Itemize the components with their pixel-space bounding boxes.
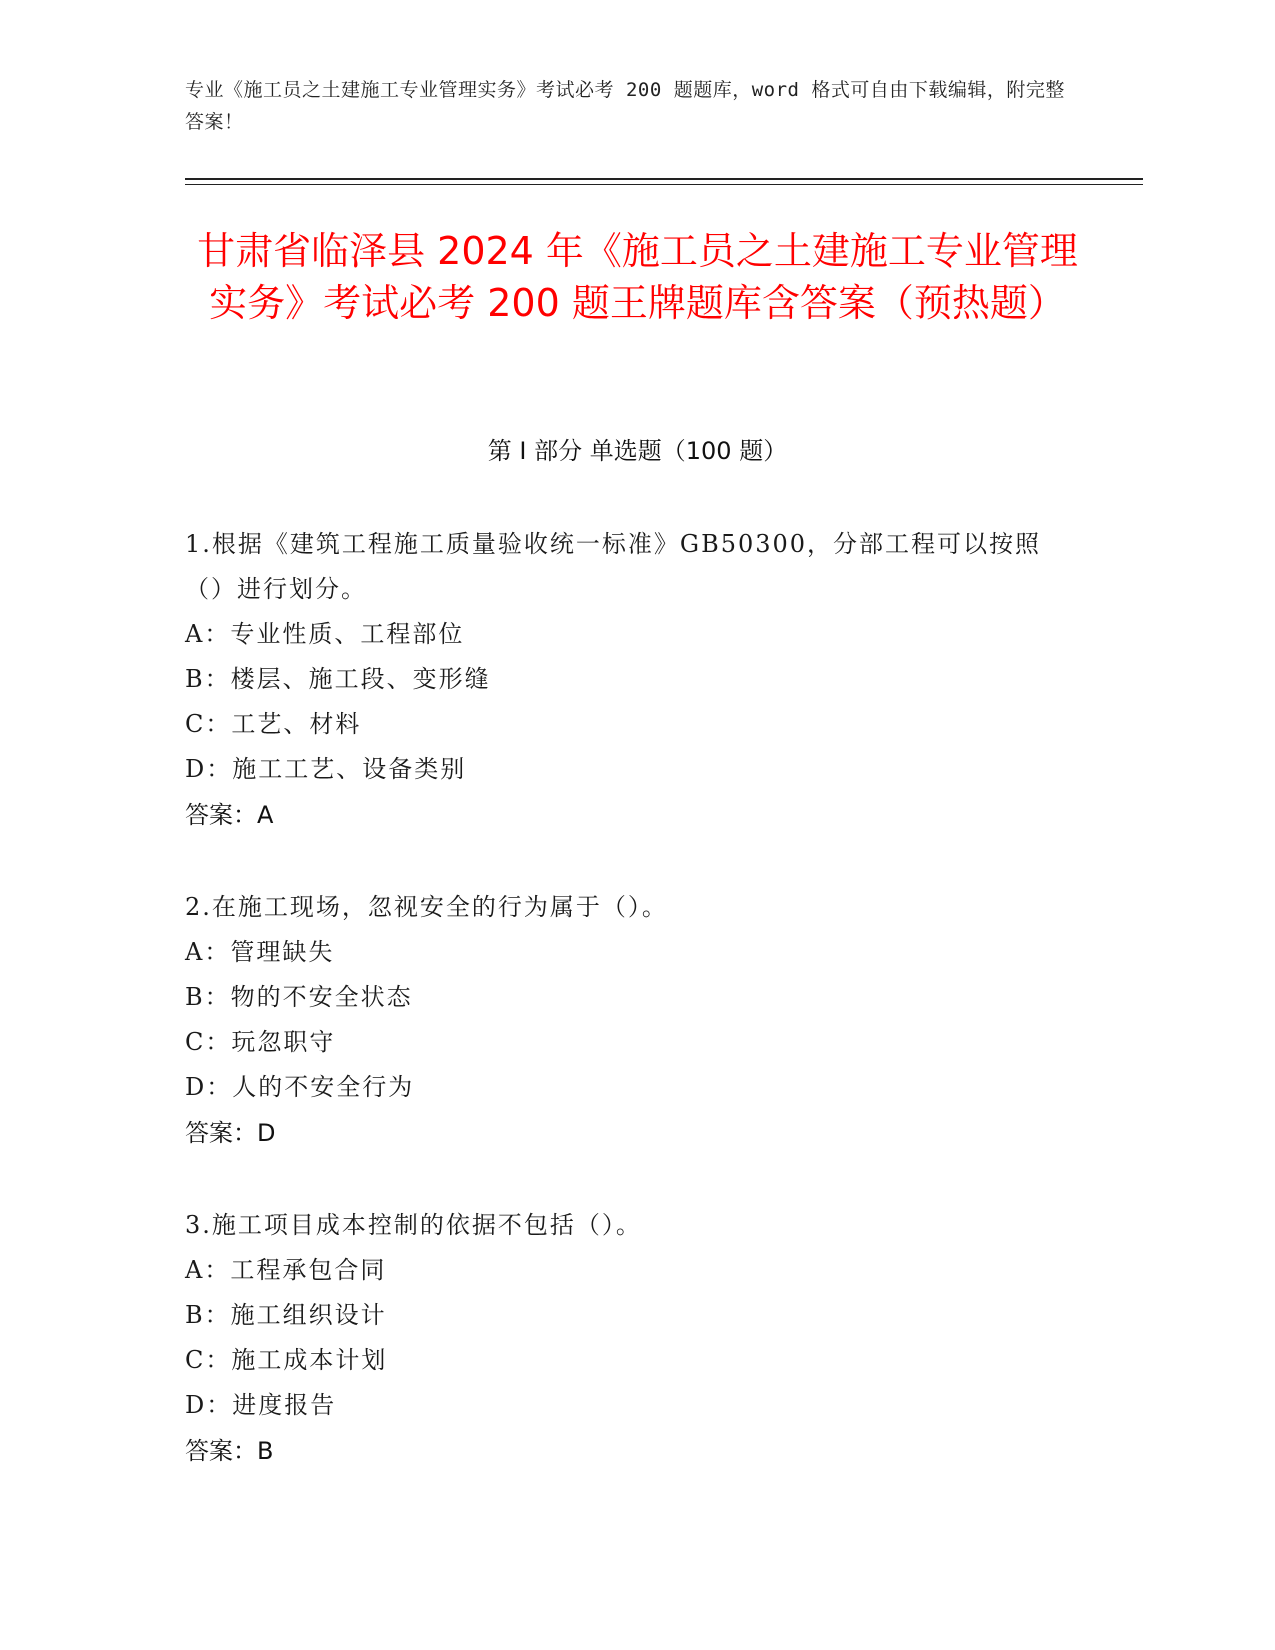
option-c: C：玩忽职守 bbox=[185, 1028, 336, 1056]
answer: 答案：B bbox=[185, 1437, 274, 1465]
option-b: B：物的不安全状态 bbox=[185, 983, 413, 1011]
option-c: C：施工成本计划 bbox=[185, 1346, 388, 1374]
header-rule-thick bbox=[185, 178, 1143, 180]
question-list bbox=[185, 522, 1065, 1521]
option-b: B：楼层、施工段、变形缝 bbox=[185, 665, 491, 693]
answer: 答案：D bbox=[185, 1119, 276, 1147]
question-stem: 3.施工项目成本控制的依据不包括（）。 bbox=[185, 1211, 642, 1239]
option-a: A：工程承包合同 bbox=[185, 1256, 387, 1284]
option-c: C：工艺、材料 bbox=[185, 710, 362, 738]
option-d: D：进度报告 bbox=[185, 1391, 337, 1419]
option-d: D：人的不安全行为 bbox=[185, 1073, 415, 1101]
header-note: 专业《施工员之土建施工专业管理实务》考试必考 200 题题库，word 格式可自由下载编辑，附完整答案！ bbox=[185, 79, 1065, 133]
question-stem: 1.根据《建筑工程施工质量验收统一标准》GB50300，分部工程可以按照（）进行划分。 bbox=[185, 530, 1042, 603]
document-title: 甘肃省临泽县 2024 年《施工员之土建施工专业管理实务》考试必考 200 题王牌题库含答案（预热题） bbox=[197, 229, 1078, 325]
question-1 bbox=[185, 522, 1065, 838]
question-2 bbox=[185, 885, 1065, 1156]
option-a: A：专业性质、工程部位 bbox=[185, 620, 465, 648]
answer: 答案：A bbox=[185, 801, 274, 829]
section-title: 第 I 部分 单选题（100 题） bbox=[487, 437, 788, 465]
question-stem: 2.在施工现场，忽视安全的行为属于（）。 bbox=[185, 893, 668, 921]
option-d: D：施工工艺、设备类别 bbox=[185, 755, 467, 783]
option-a: A：管理缺失 bbox=[185, 938, 335, 966]
header-rule-thin bbox=[185, 184, 1143, 185]
option-b: B：施工组织设计 bbox=[185, 1301, 387, 1329]
question-3 bbox=[185, 1203, 1065, 1474]
